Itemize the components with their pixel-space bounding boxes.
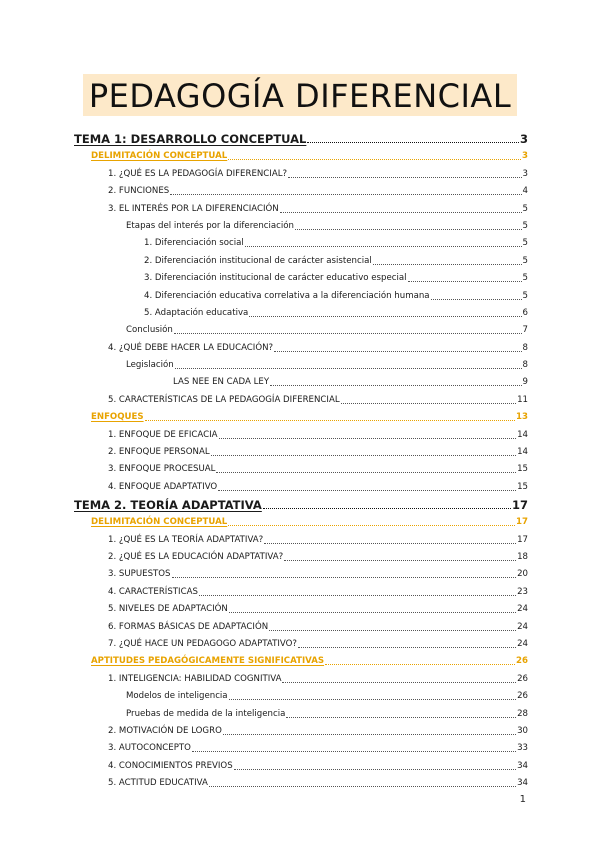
toc-entry-page: 11 — [517, 394, 528, 405]
toc-entry-label: 7. ¿QUÉ HACE UN PEDAGOGO ADAPTATIVO? — [108, 638, 297, 649]
dot-leader — [228, 159, 521, 160]
toc-entry-page: 34 — [517, 778, 528, 789]
toc-entry-label: 1. ¿QUÉ ES LA PEDAGOGÍA DIFERENCIAL? — [108, 168, 288, 179]
dot-leader — [286, 717, 516, 718]
toc-entry-page: 17 — [511, 497, 528, 512]
toc-entry-label: 2. MOTIVACIÓN DE LOGRO — [108, 725, 222, 736]
toc-entry-label: Legislación — [126, 360, 174, 371]
toc-entry-page: 4 — [522, 186, 528, 197]
toc-entry-page: 17 — [516, 517, 528, 528]
toc-entry-page: 34 — [517, 760, 528, 771]
dot-leader — [175, 368, 522, 369]
toc-entry-page: 3 — [519, 132, 528, 146]
toc-item[interactable] — [74, 772, 528, 789]
toc-entry-page: 26 — [517, 691, 528, 702]
toc-entry-label: Modelos de inteligencia — [126, 691, 228, 702]
toc-entry-page: 15 — [517, 464, 528, 475]
toc-item[interactable] — [74, 458, 528, 475]
toc-entry-page: 13 — [516, 412, 528, 423]
toc-subsubitem[interactable] — [74, 232, 528, 249]
toc-entry-label: Conclusión — [126, 325, 173, 336]
toc-entry-label: 6. FORMAS BÁSICAS DE ADAPTACIÓN — [108, 621, 269, 632]
toc-entry-page: 9 — [522, 377, 528, 388]
toc-entry-page: 18 — [517, 551, 528, 562]
toc-item[interactable] — [74, 388, 528, 405]
toc-item[interactable] — [74, 162, 528, 179]
toc-entry-page: 5 — [522, 203, 528, 214]
toc-entry-label: LAS NEE EN CADA LEY — [173, 377, 270, 388]
dot-leader — [172, 577, 517, 578]
toc-entry-page: 5 — [522, 220, 528, 231]
dot-leader — [223, 734, 516, 735]
toc-entry-label: 1. Diferenciación social — [144, 238, 244, 249]
toc-entry-label: 2. ENFOQUE PERSONAL — [108, 447, 210, 458]
toc-item[interactable] — [74, 475, 528, 492]
toc-item[interactable] — [74, 737, 528, 754]
dot-leader — [373, 264, 522, 265]
toc-entry-label: 3. AUTOCONCEPTO — [108, 743, 191, 754]
toc-item[interactable] — [74, 598, 528, 615]
dot-leader — [341, 403, 516, 404]
toc-entry-label: DELIMITACIÓN CONCEPTUAL — [91, 517, 228, 528]
toc-entry-page: 17 — [517, 534, 528, 545]
toc-entry-label: 4. Diferenciación educativa correlativa a la diferenciación humana — [144, 290, 430, 301]
toc-entry-label: 4. CARACTERÍSTICAS — [108, 586, 198, 597]
dot-leader — [295, 229, 522, 230]
dot-leader — [249, 316, 521, 317]
toc-entry-page: 26 — [516, 656, 528, 667]
toc-item[interactable] — [74, 441, 528, 458]
toc-entry-page: 20 — [517, 569, 528, 580]
toc-subsubitem[interactable] — [74, 371, 528, 388]
toc-item[interactable] — [74, 180, 528, 197]
toc-section[interactable] — [74, 145, 528, 162]
dot-leader — [219, 438, 517, 439]
toc-entry-label: ENFOQUES — [91, 412, 144, 423]
toc-entry-label: 2. ¿QUÉ ES LA EDUCACIÓN ADAPTATIVA? — [108, 551, 284, 562]
dot-leader — [284, 560, 516, 561]
toc-entry-page: 23 — [517, 586, 528, 597]
dot-leader — [274, 351, 521, 352]
toc-subitem[interactable] — [74, 702, 528, 719]
toc-entry-label: 4. ¿QUÉ DEBE HACER LA EDUCACIÓN? — [108, 342, 274, 353]
dot-leader — [170, 194, 521, 195]
toc-subsubitem[interactable] — [74, 267, 528, 284]
toc-chapter[interactable] — [74, 127, 528, 145]
dot-leader — [288, 177, 521, 178]
toc-entry-page: 8 — [522, 360, 528, 371]
toc-subsubitem[interactable] — [74, 284, 528, 301]
toc-entry-label: 3. ENFOQUE PROCESUAL — [108, 464, 216, 475]
toc-item[interactable] — [74, 563, 528, 580]
toc-entry-page: 7 — [522, 325, 528, 336]
dot-leader — [431, 299, 522, 300]
dot-leader — [174, 333, 522, 334]
toc-entry-label: 1. ¿QUÉ ES LA TEORÍA ADAPTATIVA? — [108, 534, 264, 545]
toc-section[interactable] — [74, 406, 528, 423]
toc-entry-label: 3. Diferenciación institucional de carácter educativo especial — [144, 273, 407, 284]
document-title: PEDAGOGÍA DIFERENCIAL — [83, 74, 517, 116]
dot-leader — [408, 281, 522, 282]
dot-leader — [199, 595, 516, 596]
toc-entry-label: APTITUDES PEDAGÓGICAMENTE SIGNIFICATIVAS — [91, 656, 325, 667]
toc-entry-label: 4. CONOCIMIENTOS PREVIOS — [108, 760, 233, 771]
toc-subitem[interactable] — [74, 354, 528, 371]
dot-leader — [228, 525, 515, 526]
toc-entry-page: 14 — [517, 447, 528, 458]
toc-entry-page: 3 — [522, 168, 528, 179]
toc-entry-label: Pruebas de medida de la inteligencia — [126, 708, 286, 719]
dot-leader — [280, 212, 522, 213]
toc-entry-page: 5 — [522, 238, 528, 249]
page-number: 1 — [519, 794, 526, 805]
toc-item[interactable] — [74, 528, 528, 545]
toc-entry-page: 3 — [522, 151, 528, 162]
dot-leader — [211, 455, 516, 456]
toc-entry-page: 33 — [517, 743, 528, 754]
toc-entry-label: 5. NIVELES DE ADAPTACIÓN — [108, 604, 228, 615]
toc-item[interactable] — [74, 615, 528, 632]
toc-item[interactable] — [74, 667, 528, 684]
toc-entry-page: 5 — [522, 255, 528, 266]
toc-entry-label: TEMA 2. TEORÍA ADAPTATIVA — [74, 497, 262, 512]
toc-item[interactable] — [74, 720, 528, 737]
toc-section[interactable] — [74, 650, 528, 667]
toc-entry-label: 4. ENFOQUE ADAPTATIVO — [108, 481, 218, 492]
toc-subitem[interactable] — [74, 685, 528, 702]
dot-leader — [229, 612, 516, 613]
toc-entry-page: 5 — [522, 273, 528, 284]
dot-leader — [282, 682, 516, 683]
toc-entry-page: 24 — [517, 638, 528, 649]
toc-item[interactable] — [74, 197, 528, 214]
table-of-contents — [74, 127, 528, 789]
toc-entry-label: 2. FUNCIONES — [108, 186, 170, 197]
toc-entry-page: 5 — [522, 290, 528, 301]
toc-entry-label: 5. ACTITUD EDUCATIVA — [108, 778, 208, 789]
toc-item[interactable] — [74, 754, 528, 771]
toc-entry-page: 6 — [522, 307, 528, 318]
dot-leader — [216, 472, 516, 473]
dot-leader — [218, 490, 516, 491]
toc-entry-label: 1. ENFOQUE DE EFICACIA — [108, 429, 218, 440]
toc-subsubitem[interactable] — [74, 302, 528, 319]
dot-leader — [264, 543, 516, 544]
toc-entry-page: 24 — [517, 604, 528, 615]
toc-chapter[interactable] — [74, 493, 528, 511]
toc-entry-label: DELIMITACIÓN CONCEPTUAL — [91, 151, 228, 162]
dot-leader — [209, 786, 516, 787]
toc-item[interactable] — [74, 423, 528, 440]
dot-leader — [269, 630, 516, 631]
toc-entry-page: 30 — [517, 725, 528, 736]
toc-subitem[interactable] — [74, 215, 528, 232]
toc-entry-label: 5. Adaptación educativa — [144, 307, 249, 318]
toc-subsubitem[interactable] — [74, 249, 528, 266]
toc-entry-label: 1. INTELIGENCIA: HABILIDAD COGNITIVA — [108, 673, 282, 684]
dot-leader — [325, 664, 515, 665]
dot-leader — [270, 385, 521, 386]
toc-entry-page: 24 — [517, 621, 528, 632]
dot-leader — [192, 751, 516, 752]
toc-item[interactable] — [74, 580, 528, 597]
toc-entry-page: 26 — [517, 673, 528, 684]
dot-leader — [263, 508, 511, 509]
toc-entry-label: TEMA 1: DESARROLLO CONCEPTUAL — [74, 132, 307, 146]
toc-entry-label: 5. CARACTERÍSTICAS DE LA PEDAGOGÍA DIFERENCIAL — [108, 394, 340, 405]
title-wrapper — [0, 74, 600, 116]
toc-entry-label: 2. Diferenciación institucional de carácter asistencial — [144, 255, 372, 266]
toc-entry-page: 8 — [522, 342, 528, 353]
dot-leader — [145, 420, 515, 421]
dot-leader — [229, 699, 516, 700]
dot-leader — [245, 246, 522, 247]
toc-entry-label: 3. EL INTERÉS POR LA DIFERENCIACIÓN — [108, 203, 279, 214]
toc-item[interactable] — [74, 633, 528, 650]
dot-leader — [307, 142, 519, 143]
dot-leader — [298, 647, 516, 648]
toc-entry-page: 15 — [517, 481, 528, 492]
toc-entry-page: 14 — [517, 429, 528, 440]
toc-entry-page: 28 — [517, 708, 528, 719]
dot-leader — [234, 769, 516, 770]
toc-item[interactable] — [74, 546, 528, 563]
toc-section[interactable] — [74, 511, 528, 528]
toc-item[interactable] — [74, 336, 528, 353]
toc-subitem[interactable] — [74, 319, 528, 336]
toc-entry-label: 3. SUPUESTOS — [108, 569, 171, 580]
toc-entry-label: Etapas del interés por la diferenciación — [126, 220, 294, 231]
